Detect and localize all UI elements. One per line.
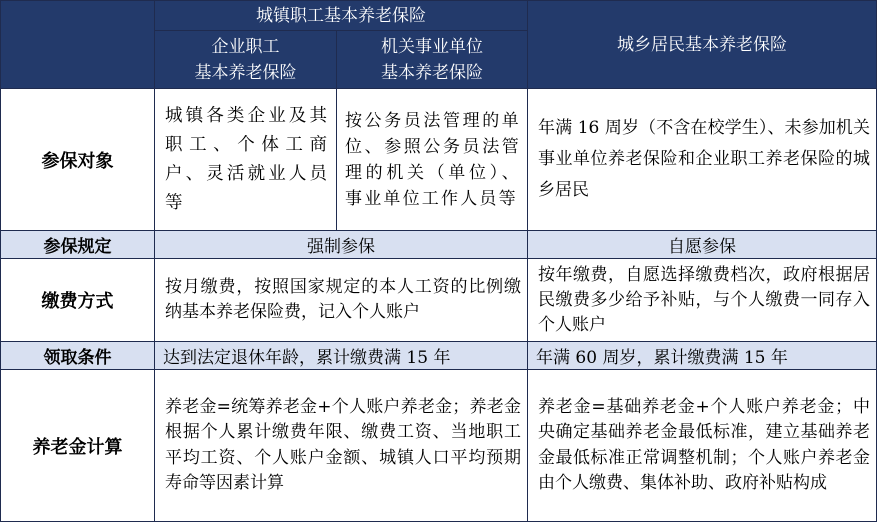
coverage-rural-cell: 年满 16 周岁（不含在校学生）、未参加机关事业单位养老保险和企业职工养老保险的城乡居民 (528, 89, 877, 231)
coverage-enterprise-cell: 城镇各类企业及其职工、个体工商户、灵活就业人员等 (155, 89, 337, 231)
header-corner (1, 1, 155, 89)
pension-rural-cell: 养老金=基础养老金+个人账户养老金；中央确定基础养老金最低标准，建立基础养老金最低标准正常调整机制；个人账户养老金由个人缴费、集体补助、政府补贴构成 (528, 370, 877, 522)
payment-urban-cell: 按月缴费，按照国家规定的本人工资的比例缴纳基本养老保险费，记入个人账户 (155, 259, 528, 342)
rule-rural-cell: 自愿参保 (528, 231, 877, 259)
rule-urban-cell: 强制参保 (155, 231, 528, 259)
row-payment (1, 259, 877, 342)
header-enterprise (155, 31, 337, 89)
header-institution-line2: 基本养老保险 (381, 62, 483, 83)
header-institution (337, 31, 528, 89)
row-pension (1, 370, 877, 522)
header-institution-line1: 机关事业单位 (381, 36, 483, 57)
condition-urban-cell: 达到法定退休年龄，累计缴费满 15 年 (155, 342, 528, 370)
header-rural: 城乡居民基本养老保险 (528, 1, 877, 89)
row-condition (1, 342, 877, 370)
row-label-rule: 参保规定 (1, 231, 155, 259)
coverage-institution-cell: 按公务员法管理的单位、参照公务员法管理的机关（单位）、事业单位工作人员等 (337, 89, 528, 231)
header-enterprise-line2: 基本养老保险 (194, 62, 297, 83)
row-label-coverage: 参保对象 (1, 89, 155, 231)
row-label-pension: 养老金计算 (1, 370, 155, 522)
header-urban-group: 城镇职工基本养老保险 (155, 1, 528, 31)
row-coverage (1, 89, 877, 231)
row-label-payment: 缴费方式 (1, 259, 155, 342)
row-label-condition: 领取条件 (1, 342, 155, 370)
header-enterprise-line1: 企业职工 (211, 36, 280, 57)
row-rule (1, 231, 877, 259)
header-row-top (1, 1, 877, 31)
condition-rural-cell: 年满 60 周岁，累计缴费满 15 年 (528, 342, 877, 370)
pension-urban-cell: 养老金=统筹养老金+个人账户养老金；养老金根据个人累计缴费年限、缴费工资、当地职工平均工资、个人账户金额、城镇人口平均预期寿命等因素计算 (155, 370, 528, 522)
payment-rural-cell: 按年缴费，自愿选择缴费档次，政府根据居民缴费多少给予补贴，与个人缴费一同存入个人账户 (528, 259, 877, 342)
